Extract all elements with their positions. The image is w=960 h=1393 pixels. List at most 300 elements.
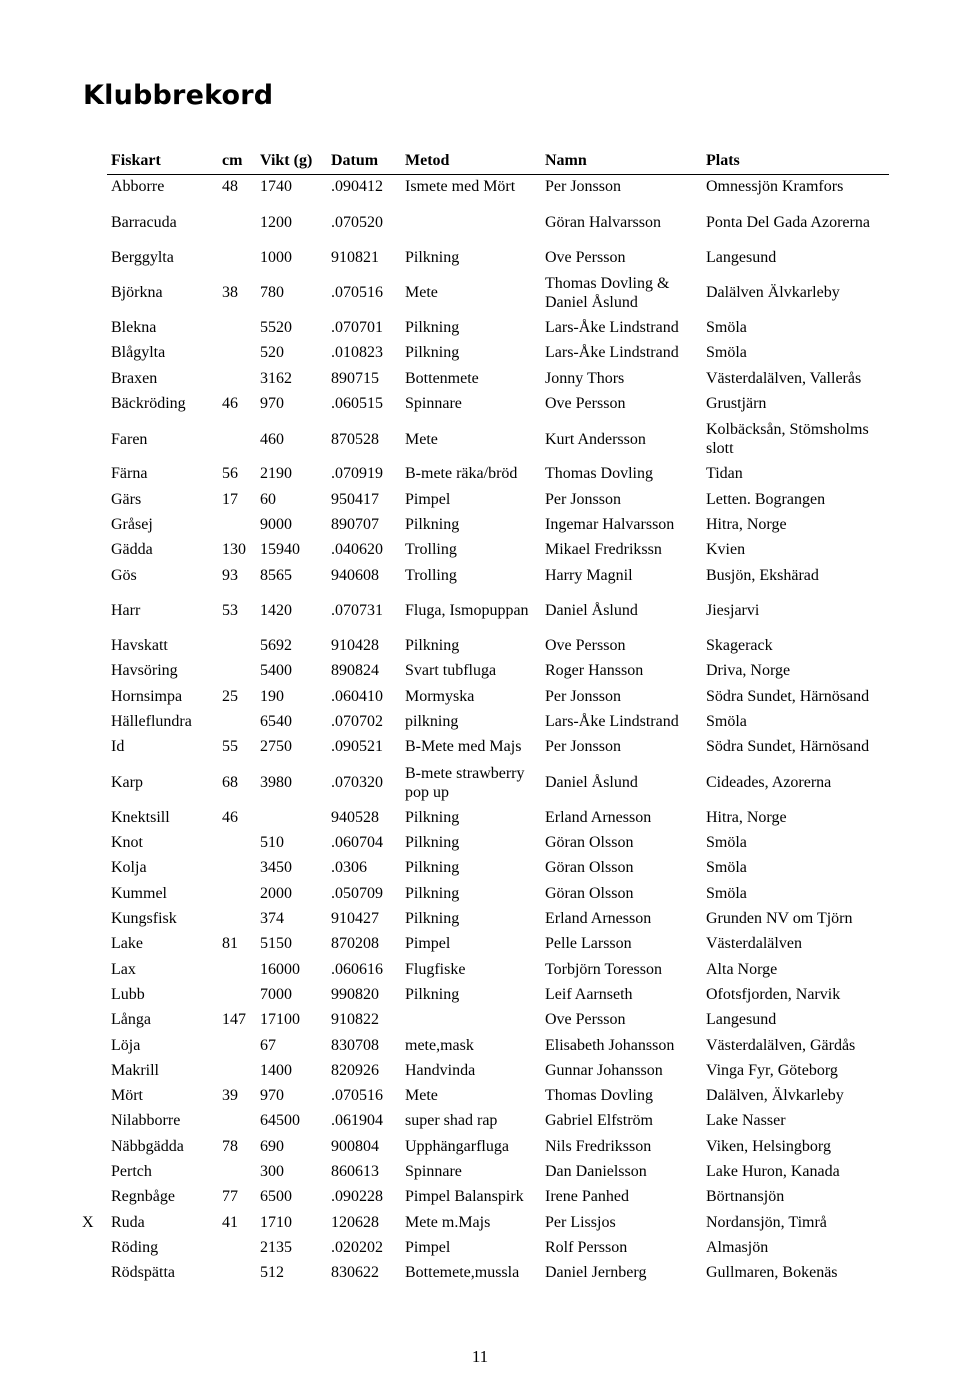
cell-datum: 910821 bbox=[331, 248, 379, 266]
cell-fiskart: Harr bbox=[111, 602, 141, 620]
cell-plats: Ofotsfjorden, Narvik bbox=[706, 985, 841, 1003]
cell-cm bbox=[218, 906, 256, 931]
cell-plats: Västerdalälven, Gärdås bbox=[706, 1036, 856, 1054]
cell-metod: Ismete med Mört bbox=[405, 178, 516, 196]
cell-fiskart: Rödspätta bbox=[111, 1264, 175, 1282]
cell-cm bbox=[218, 341, 256, 366]
cell-metod: Handvinda bbox=[405, 1061, 476, 1079]
cell-vikt: 16000 bbox=[260, 960, 300, 978]
table-row bbox=[107, 462, 889, 487]
cell-vikt: 17100 bbox=[260, 1011, 300, 1029]
cell-metod: Mete m.Majs bbox=[405, 1213, 491, 1231]
cell-vikt: 1740 bbox=[260, 178, 292, 196]
cell-cm bbox=[218, 1109, 256, 1134]
table-row bbox=[107, 760, 889, 805]
cell-cm bbox=[218, 830, 256, 855]
cell-cm bbox=[218, 245, 256, 270]
cell-namn: Lars-Åke Lindstrand bbox=[545, 713, 679, 731]
cell-metod: Pilkning bbox=[405, 834, 460, 852]
page-title: Klubbrekord bbox=[83, 80, 274, 111]
cell-metod: Pilkning bbox=[405, 910, 460, 928]
cell-metod: Mete bbox=[405, 430, 438, 448]
cell-datum: .060616 bbox=[331, 960, 383, 978]
table-row bbox=[107, 881, 889, 906]
cell-namn: Lars-Åke Lindstrand bbox=[545, 319, 679, 337]
table-row bbox=[107, 735, 889, 760]
table-row bbox=[107, 1261, 889, 1286]
cell-namn: Rolf Persson bbox=[545, 1238, 628, 1256]
cell-plats: Smöla bbox=[706, 859, 747, 877]
cell-vikt: 520 bbox=[260, 344, 284, 362]
table-row bbox=[107, 391, 889, 416]
cell-fiskart: Lubb bbox=[111, 985, 145, 1003]
cell-fiskart: Mört bbox=[111, 1087, 143, 1105]
cell-namn: Per Lissjos bbox=[545, 1213, 616, 1231]
cell-metod: Mormyska bbox=[405, 687, 475, 705]
cell-namn: Ove Persson bbox=[545, 395, 626, 412]
cell-vikt: 5692 bbox=[260, 637, 292, 655]
cell-namn: Leif Aarnseth bbox=[545, 985, 633, 1003]
cell-namn: Daniel Jernberg bbox=[545, 1264, 647, 1282]
cell-fiskart: Braxen bbox=[111, 369, 158, 387]
cell-cm: 68 bbox=[222, 774, 238, 792]
cell-cm bbox=[218, 881, 256, 906]
cell-datum: .060410 bbox=[331, 687, 383, 705]
cell-vikt: 8565 bbox=[260, 566, 292, 584]
cell-plats: Alta Norge bbox=[706, 960, 778, 978]
table-row bbox=[107, 634, 889, 659]
cell-plats: Jiesjarvi bbox=[706, 602, 760, 620]
table-row bbox=[107, 957, 889, 982]
cell-namn: Göran Olsson bbox=[545, 834, 634, 852]
cell-datum: 990820 bbox=[331, 985, 379, 1003]
cell-cm bbox=[218, 315, 256, 340]
cell-plats: Lake Nasser bbox=[706, 1112, 786, 1130]
cell-metod bbox=[401, 1008, 541, 1033]
cell-metod: Pimpel bbox=[405, 935, 451, 953]
cell-vikt: 1420 bbox=[260, 602, 292, 620]
table-row bbox=[107, 588, 889, 633]
cell-fiskart: Näbbgädda bbox=[111, 1137, 184, 1155]
cell-metod: Pilkning bbox=[405, 344, 460, 362]
table-row bbox=[107, 538, 889, 563]
cell-plats: Södra Sundet, Härnösand bbox=[706, 687, 870, 705]
cell-plats: Nordansjön, Timrå bbox=[706, 1213, 827, 1231]
cell-namn: Mikael Fredrikssn bbox=[545, 541, 662, 559]
cell-cm: 130 bbox=[222, 541, 246, 559]
cell-vikt: 5150 bbox=[260, 935, 292, 953]
table-row bbox=[107, 270, 889, 315]
cell-cm bbox=[218, 417, 256, 462]
table-row bbox=[107, 1235, 889, 1260]
table-row bbox=[107, 245, 889, 270]
table-row bbox=[107, 417, 889, 462]
cell-vikt: 15940 bbox=[260, 541, 300, 559]
cell-vikt: 9000 bbox=[260, 516, 292, 534]
cell-fiskart: Gråsej bbox=[111, 516, 153, 534]
cell-vikt: 970 bbox=[260, 395, 284, 412]
cell-datum: 910427 bbox=[331, 910, 379, 928]
page-number: 11 bbox=[471, 1347, 489, 1366]
cell-plats: Dalälven, Älvkarleby bbox=[706, 1087, 844, 1105]
cell-fiskart: Havsöring bbox=[111, 662, 178, 680]
table-row bbox=[107, 563, 889, 588]
table-row bbox=[107, 1033, 889, 1058]
cell-metod: Pilkning bbox=[405, 808, 460, 826]
cell-fiskart: Hornsimpa bbox=[111, 687, 183, 705]
cell-metod: Spinnare bbox=[405, 1162, 462, 1180]
cell-fiskart: Berggylta bbox=[111, 248, 174, 266]
cell-metod: Pilkning bbox=[405, 985, 460, 1003]
cell-plats: Grustjärn bbox=[706, 395, 767, 412]
cell-vikt: 690 bbox=[260, 1137, 284, 1155]
cell-plats: Gullmaren, Bokenäs bbox=[706, 1264, 838, 1282]
cell-metod: Mete bbox=[405, 1087, 438, 1105]
cell-fiskart: Faren bbox=[111, 430, 148, 448]
table-row bbox=[107, 659, 889, 684]
cell-datum: 890824 bbox=[331, 662, 379, 680]
cell-fiskart: Gädda bbox=[111, 541, 153, 559]
cell-cm: 25 bbox=[222, 687, 238, 705]
cell-cm: 46 bbox=[222, 395, 238, 412]
cell-datum: 870208 bbox=[331, 935, 379, 953]
cell-namn: Ove Persson bbox=[545, 248, 626, 266]
cell-cm: 53 bbox=[222, 602, 238, 620]
cell-metod: Fluga, Ismopuppan bbox=[405, 602, 529, 620]
cell-datum: .0306 bbox=[331, 859, 367, 877]
cell-fiskart: Bäckröding bbox=[111, 395, 186, 412]
cell-namn: Jonny Thors bbox=[545, 369, 625, 387]
table-row bbox=[107, 1185, 889, 1210]
cell-cm: 147 bbox=[222, 1011, 246, 1029]
cell-vikt: 460 bbox=[260, 430, 284, 448]
cell-fiskart: Lax bbox=[111, 960, 136, 978]
cell-cm bbox=[218, 1033, 256, 1058]
cell-namn: Göran Olsson bbox=[545, 884, 634, 902]
cell-cm bbox=[218, 659, 256, 684]
cell-datum: .040620 bbox=[331, 541, 383, 559]
cell-plats: Grunden NV om Tjörn bbox=[706, 910, 853, 928]
table-row bbox=[107, 709, 889, 734]
column-header-datum: Datum bbox=[327, 148, 401, 175]
cell-fiskart: Nilabborre bbox=[111, 1112, 181, 1130]
cell-metod: Pilkning bbox=[405, 859, 460, 877]
cell-fiskart: Havskatt bbox=[111, 637, 168, 655]
cell-datum: .090412 bbox=[331, 178, 383, 196]
cell-plats: Västerdalälven bbox=[706, 935, 802, 953]
cell-cm: 93 bbox=[222, 566, 238, 584]
column-header-namn: Namn bbox=[541, 148, 702, 175]
cell-namn: Göran Halvarsson bbox=[545, 213, 661, 231]
table-row bbox=[107, 1210, 889, 1235]
cell-namn: Per Jonsson bbox=[545, 178, 622, 196]
cell-cm bbox=[218, 200, 256, 245]
cell-namn: Ove Persson bbox=[545, 637, 626, 655]
cell-fiskart: Ruda bbox=[111, 1213, 145, 1231]
cell-fiskart: Id bbox=[111, 738, 125, 756]
cell-metod: B-mete strawberry pop up bbox=[405, 764, 525, 801]
cell-vikt: 190 bbox=[260, 687, 284, 705]
cell-plats: Cideades, Azorerna bbox=[706, 774, 832, 792]
cell-namn: Thomas Dovling bbox=[545, 465, 653, 483]
table-row bbox=[107, 200, 889, 245]
cell-fiskart: Hälleflundra bbox=[111, 713, 192, 731]
table-row bbox=[107, 512, 889, 537]
cell-datum: 890715 bbox=[331, 369, 379, 387]
cell-plats: Viken, Helsingborg bbox=[706, 1137, 831, 1155]
cell-vikt: 1400 bbox=[260, 1061, 292, 1079]
table-row bbox=[107, 315, 889, 340]
table-row bbox=[107, 1159, 889, 1184]
table-row bbox=[107, 932, 889, 957]
cell-cm bbox=[218, 366, 256, 391]
cell-namn: Torbjörn Toresson bbox=[545, 960, 663, 978]
cell-cm bbox=[218, 634, 256, 659]
table-row bbox=[107, 341, 889, 366]
cell-cm bbox=[218, 982, 256, 1007]
cell-datum: 890707 bbox=[331, 516, 379, 534]
cell-fiskart: Abborre bbox=[111, 178, 165, 196]
cell-datum: .070520 bbox=[331, 213, 383, 231]
cell-fiskart: Blågylta bbox=[111, 344, 166, 362]
cell-namn: Harry Magnil bbox=[545, 566, 633, 584]
cell-plats: Lake Huron, Kanada bbox=[706, 1162, 840, 1180]
cell-metod: mete,mask bbox=[405, 1036, 474, 1054]
cell-vikt: 300 bbox=[260, 1162, 284, 1180]
cell-vikt: 5520 bbox=[260, 319, 292, 337]
cell-metod: Pimpel bbox=[405, 1238, 451, 1256]
cell-datum: .070701 bbox=[331, 319, 383, 337]
cell-namn: Dan Danielsson bbox=[545, 1162, 647, 1180]
cell-fiskart: Knot bbox=[111, 834, 143, 852]
column-header-plats: Plats bbox=[702, 148, 889, 175]
cell-datum: 830622 bbox=[331, 1264, 379, 1282]
cell-datum: .070516 bbox=[331, 1087, 383, 1105]
cell-metod: Pimpel Balanspirk bbox=[405, 1188, 524, 1206]
cell-namn: Roger Hansson bbox=[545, 662, 644, 680]
cell-namn: Elisabeth Johansson bbox=[545, 1036, 675, 1054]
cell-namn: Erland Arnesson bbox=[545, 910, 652, 928]
cell-metod bbox=[401, 200, 541, 245]
table-row bbox=[107, 1134, 889, 1159]
cell-fiskart: Knektsill bbox=[111, 808, 170, 826]
cell-cm bbox=[218, 1235, 256, 1260]
table-row bbox=[107, 906, 889, 931]
cell-vikt: 5400 bbox=[260, 662, 292, 680]
cell-vikt: 2135 bbox=[260, 1238, 292, 1256]
table-row bbox=[107, 805, 889, 830]
table-row bbox=[107, 175, 889, 200]
cell-namn: Thomas Dovling & Daniel Åslund bbox=[545, 274, 670, 311]
cell-vikt: 7000 bbox=[260, 985, 292, 1003]
cell-datum: 820926 bbox=[331, 1061, 379, 1079]
table-row bbox=[107, 1109, 889, 1134]
cell-namn: Per Jonsson bbox=[545, 738, 622, 756]
cell-plats: Smöla bbox=[706, 884, 747, 902]
records-table bbox=[107, 148, 889, 1286]
cell-metod: Flugfiske bbox=[405, 960, 466, 978]
cell-plats: Kolbäcksån, Stömsholms slott bbox=[706, 421, 869, 458]
cell-datum: 830708 bbox=[331, 1036, 379, 1054]
cell-vikt: 2000 bbox=[260, 884, 292, 902]
cell-cm: 77 bbox=[222, 1188, 238, 1206]
cell-namn: Kurt Andersson bbox=[545, 430, 646, 448]
cell-fiskart: Regnbåge bbox=[111, 1188, 175, 1206]
cell-cm: 81 bbox=[222, 935, 238, 953]
cell-vikt: 374 bbox=[260, 910, 284, 928]
cell-fiskart: Kolja bbox=[111, 859, 147, 877]
cell-vikt: 510 bbox=[260, 834, 284, 852]
cell-datum: .070702 bbox=[331, 713, 383, 731]
cell-vikt: 2750 bbox=[260, 738, 292, 756]
cell-vikt: 67 bbox=[260, 1036, 276, 1054]
cell-metod: Upphängarfluga bbox=[405, 1137, 509, 1155]
cell-plats: Dalälven Älvkarleby bbox=[706, 284, 840, 302]
cell-vikt: 3980 bbox=[260, 774, 292, 792]
cell-vikt: 970 bbox=[260, 1087, 284, 1105]
records-body bbox=[107, 175, 889, 1286]
table-row bbox=[107, 1083, 889, 1108]
cell-vikt: 2190 bbox=[260, 465, 292, 483]
column-header-fiskart: Fiskart bbox=[107, 148, 218, 175]
cell-vikt: 6540 bbox=[260, 713, 292, 731]
table-row bbox=[107, 1058, 889, 1083]
cell-namn: Ingemar Halvarsson bbox=[545, 516, 675, 534]
cell-metod: Pilkning bbox=[405, 516, 460, 534]
cell-fiskart: Gös bbox=[111, 566, 137, 584]
cell-datum: 940608 bbox=[331, 566, 379, 584]
cell-fiskart: Kummel bbox=[111, 884, 167, 902]
cell-datum: .060515 bbox=[331, 395, 383, 412]
cell-datum: 900804 bbox=[331, 1137, 379, 1155]
cell-fiskart: Röding bbox=[111, 1238, 159, 1256]
cell-fiskart: Lake bbox=[111, 935, 143, 953]
cell-vikt: 3162 bbox=[260, 369, 292, 387]
cell-cm: 55 bbox=[222, 738, 238, 756]
cell-datum: .050709 bbox=[331, 884, 383, 902]
cell-namn: Per Jonsson bbox=[545, 687, 622, 705]
cell-cm: 48 bbox=[222, 178, 238, 196]
cell-fiskart: Pertch bbox=[111, 1162, 152, 1180]
cell-datum: .010823 bbox=[331, 344, 383, 362]
cell-plats: Letten. Bograngen bbox=[706, 490, 826, 508]
cell-datum: 870528 bbox=[331, 430, 379, 448]
cell-datum: 860613 bbox=[331, 1162, 379, 1180]
cell-plats: Busjön, Ekshärad bbox=[706, 566, 819, 584]
cell-namn: Ove Persson bbox=[545, 1011, 626, 1029]
cell-vikt: 1200 bbox=[260, 213, 292, 231]
cell-plats: Driva, Norge bbox=[706, 662, 791, 680]
cell-datum: .060704 bbox=[331, 834, 383, 852]
cell-datum: 120628 bbox=[331, 1213, 379, 1231]
cell-cm bbox=[218, 512, 256, 537]
cell-fiskart: Makrill bbox=[111, 1061, 159, 1079]
cell-vikt: 512 bbox=[260, 1264, 284, 1282]
cell-cm: 41 bbox=[222, 1213, 238, 1231]
cell-namn: Pelle Larsson bbox=[545, 935, 632, 953]
cell-plats: Almasjön bbox=[706, 1238, 769, 1256]
cell-datum: .070919 bbox=[331, 465, 383, 483]
cell-fiskart: Barracuda bbox=[111, 213, 177, 231]
cell-datum: 950417 bbox=[331, 490, 379, 508]
cell-metod: Bottenmete bbox=[405, 369, 479, 387]
row-marker: X bbox=[82, 1213, 94, 1231]
cell-cm bbox=[218, 1261, 256, 1286]
cell-vikt: 780 bbox=[260, 284, 284, 302]
cell-datum: 910822 bbox=[331, 1011, 379, 1029]
cell-vikt: 3450 bbox=[260, 859, 292, 877]
cell-fiskart: Björkna bbox=[111, 284, 163, 302]
cell-metod: Pilkning bbox=[405, 248, 460, 266]
cell-cm: 39 bbox=[222, 1087, 238, 1105]
cell-metod: Pimpel bbox=[405, 490, 451, 508]
cell-vikt: 1000 bbox=[260, 248, 292, 266]
cell-plats: Vinga Fyr, Göteborg bbox=[706, 1061, 838, 1079]
cell-metod: Mete bbox=[405, 284, 438, 302]
cell-plats: Ponta Del Gada Azorerna bbox=[706, 213, 870, 231]
cell-plats: Smöla bbox=[706, 319, 747, 337]
cell-vikt: 64500 bbox=[260, 1112, 300, 1130]
cell-namn: Erland Arnesson bbox=[545, 808, 652, 826]
cell-datum: .061904 bbox=[331, 1112, 383, 1130]
cell-cm: 46 bbox=[222, 808, 238, 826]
cell-fiskart: Karp bbox=[111, 774, 143, 792]
cell-namn: Per Jonsson bbox=[545, 490, 622, 508]
cell-namn: Daniel Åslund bbox=[545, 602, 638, 620]
cell-datum: .090228 bbox=[331, 1188, 383, 1206]
cell-datum: .020202 bbox=[331, 1238, 383, 1256]
cell-plats: Omnessjön Kramfors bbox=[706, 178, 844, 196]
cell-metod: Pilkning bbox=[405, 884, 460, 902]
cell-cm bbox=[218, 957, 256, 982]
cell-namn: Gabriel Elfström bbox=[545, 1112, 653, 1130]
cell-metod: B-mete räka/bröd bbox=[405, 465, 518, 483]
cell-fiskart: Gärs bbox=[111, 490, 142, 508]
cell-plats: Smöla bbox=[706, 713, 747, 731]
cell-metod: Trolling bbox=[405, 566, 457, 584]
cell-datum: 940528 bbox=[331, 808, 379, 826]
cell-plats: Skagerack bbox=[706, 637, 773, 655]
cell-plats: Langesund bbox=[706, 1011, 777, 1029]
table-header-row bbox=[107, 148, 889, 175]
cell-fiskart: Löja bbox=[111, 1036, 141, 1054]
cell-plats: Västerdalälven, Vallerås bbox=[706, 369, 862, 387]
cell-fiskart: Kungsfisk bbox=[111, 910, 177, 928]
cell-cm: 17 bbox=[222, 490, 238, 508]
cell-datum: .070516 bbox=[331, 284, 383, 302]
table-row bbox=[107, 982, 889, 1007]
cell-vikt: 1710 bbox=[260, 1213, 292, 1231]
cell-vikt: 6500 bbox=[260, 1188, 292, 1206]
column-header-cm: cm bbox=[218, 148, 256, 175]
column-header-vikt: Vikt (g) bbox=[256, 148, 327, 175]
cell-plats: Smöla bbox=[706, 834, 747, 852]
table-row bbox=[107, 487, 889, 512]
cell-namn: Thomas Dovling bbox=[545, 1087, 653, 1105]
cell-vikt: 60 bbox=[260, 490, 276, 508]
cell-cm bbox=[218, 1058, 256, 1083]
cell-metod: Trolling bbox=[405, 541, 457, 559]
cell-datum: .090521 bbox=[331, 738, 383, 756]
table-row bbox=[107, 830, 889, 855]
cell-cm bbox=[218, 709, 256, 734]
cell-namn: Daniel Åslund bbox=[545, 774, 638, 792]
cell-cm bbox=[218, 856, 256, 881]
table-row bbox=[107, 1008, 889, 1033]
cell-datum: .070320 bbox=[331, 774, 383, 792]
cell-plats: Hitra, Norge bbox=[706, 516, 787, 534]
cell-namn: Lars-Åke Lindstrand bbox=[545, 344, 679, 362]
